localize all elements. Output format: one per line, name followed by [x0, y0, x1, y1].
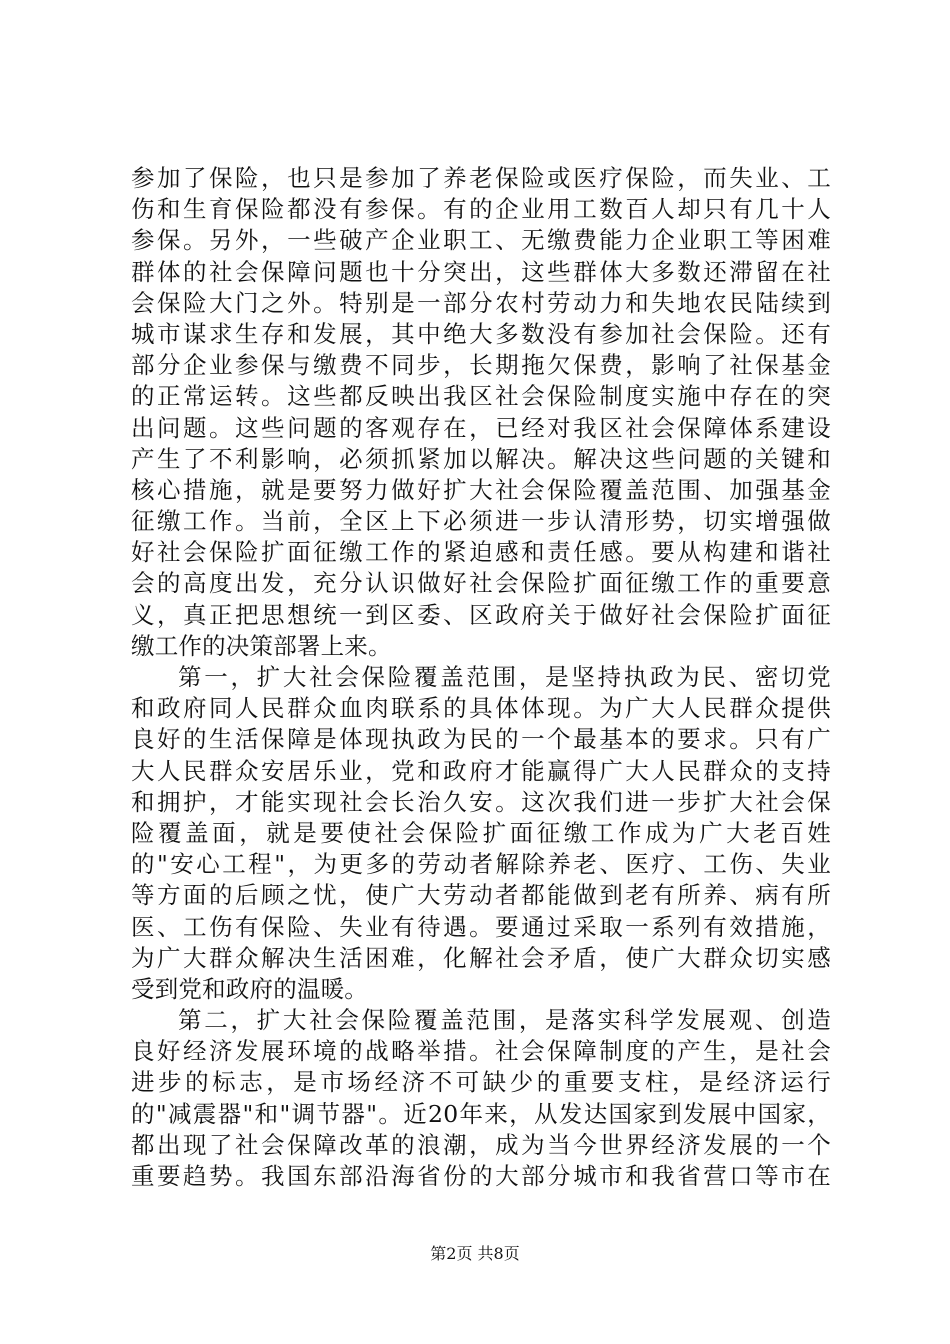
text-line: 的正常运转。这些都反映出我区社会保险制度实施中存在的突 — [131, 382, 831, 411]
text-line: 良好的生活保障是体现执政为民的一个最基本的要求。只有广 — [131, 725, 831, 754]
text-line: 出问题。这些问题的客观存在，已经对我区社会保障体系建设 — [131, 413, 831, 442]
body-text — [131, 163, 831, 1192]
text-line: 核心措施，就是要努力做好扩大社会保险覆盖范围、加强基金 — [131, 475, 831, 504]
text-line: 缴工作的决策部署上来。 — [131, 631, 392, 660]
text-line: 参加了保险，也只是参加了养老保险或医疗保险，而失业、工 — [131, 164, 831, 192]
text-line: 群体的社会保障问题也十分突出，这些群体大多数还滞留在社 — [131, 257, 831, 286]
text-line: 都出现了社会保障改革的浪潮，成为当今世界经济发展的一个 — [131, 1130, 831, 1159]
text-line: 和拥护，才能实现社会长治久安。这次我们进一步扩大社会保 — [131, 787, 831, 816]
paragraph-first-line: 第一，扩大社会保险覆盖范围，是坚持执政为民、密切党 — [178, 663, 831, 691]
text-line: 进步的标志，是市场经济不可缺少的重要支柱，是经济运行 — [131, 1068, 831, 1097]
text-line: 参保。另外，一些破产企业职工、无缴费能力企业职工等困难 — [131, 226, 831, 255]
text-line: 征缴工作。当前，全区上下必须进一步认清形势，切实增强做 — [131, 507, 831, 536]
text-line: 会保险大门之外。特别是一部分农村劳动力和失地农民陆续到 — [131, 288, 831, 317]
text-line: 的"安心工程"，为更多的劳动者解除养老、医疗、工伤、失业 — [131, 850, 831, 879]
text-line: 伤和生育保险都没有参保。有的企业用工数百人却只有几十人 — [131, 195, 831, 224]
text-line: 重要趋势。我国东部沿海省份的大部分城市和我省营口等市在 — [131, 1162, 831, 1190]
text-line: 义，真正把思想统一到区委、区政府关于做好社会保险扩面征 — [131, 600, 831, 629]
text-line: 会的高度出发，充分认识做好社会保险扩面征缴工作的重要意 — [131, 569, 831, 598]
text-line: 和政府同人民群众血肉联系的具体体现。为广大人民群众提供 — [131, 694, 831, 723]
paragraph-first-line: 第二，扩大社会保险覆盖范围，是落实科学发展观、创造 — [178, 1006, 831, 1035]
text-line: 医、工伤有保险、失业有待遇。要通过采取一系列有效措施， — [131, 912, 831, 941]
text-line: 好社会保险扩面征缴工作的紧迫感和责任感。要从构建和谐社 — [131, 538, 831, 567]
text-line: 城市谋求生存和发展，其中绝大多数没有参加社会保险。还有 — [131, 319, 831, 348]
text-line: 良好经济发展环境的战略举措。社会保障制度的产生，是社会 — [131, 1037, 831, 1066]
text-line: 产生了不利影响，必须抓紧加以解决。解决这些问题的关键和 — [131, 444, 831, 473]
text-line: 受到党和政府的温暖。 — [131, 974, 368, 1003]
page-number-footer: 第2页 共8页 — [430, 1244, 520, 1263]
text-line: 等方面的后顾之忧，使广大劳动者都能做到老有所养、病有所 — [131, 881, 831, 910]
text-line: 大人民群众安居乐业，党和政府才能赢得广大人民群众的支持 — [131, 756, 831, 785]
text-line: 部分企业参保与缴费不同步，长期拖欠保费，影响了社保基金 — [131, 351, 831, 380]
text-line: 险覆盖面，就是要使社会保险扩面征缴工作成为广大老百姓 — [131, 818, 831, 847]
text-line: 的"减震器"和"调节器"。近20年来，从发达国家到发展中国家， — [131, 1099, 831, 1128]
text-line: 为广大群众解决生活困难，化解社会矛盾，使广大群众切实感 — [131, 943, 831, 972]
